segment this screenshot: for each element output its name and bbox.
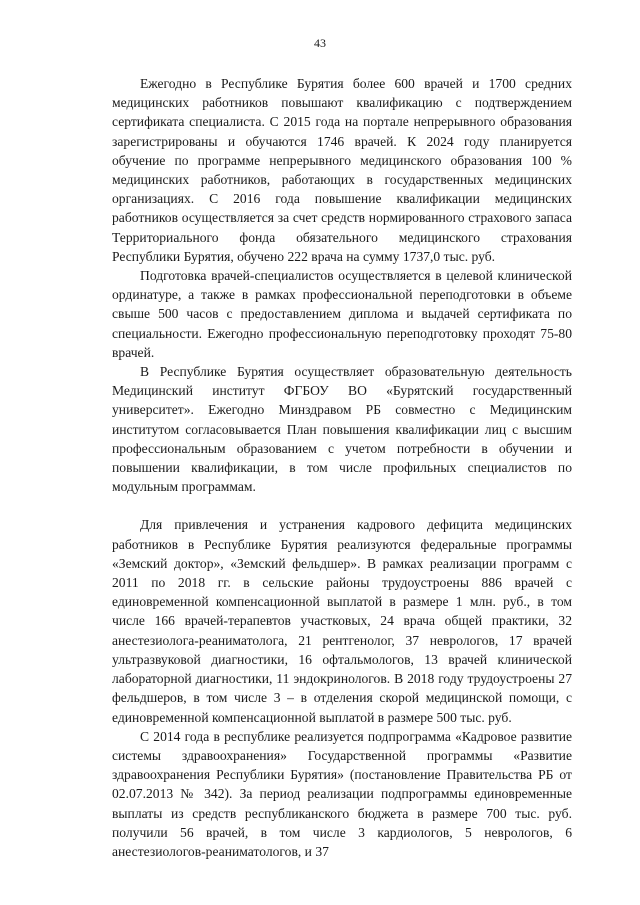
paragraph-spacer [112,496,572,515]
paragraph-qualification: Ежегодно в Республике Бурятия более 600 врачей и 1700 средних медицинских работников повышают квалификацию с подтверждением сертификата специалиста. С 2015 года на портале непрерывного образования зарегистрированы и обучаются 1746 врачей. К 2024 году планируется обучение по программе непрерывного медицинского образования 100 % медицинских работников, работающих в государственных медицинских организациях. С 2016 года повышение квалификации медицинских работников осуществляется за счет средств нормированного страхового запаса Территориального фонда обязательного медицинского страхования Республики Бурятия, обучено 222 врача на сумму 1737,0 тыс. руб. [112,76,572,264]
document-body [112,74,572,861]
paragraph-subprogram: С 2014 года в республике реализуется подпрограмма «Кадровое развитие системы здравоохранения» Государственной программы «Развитие здравоохранения Республики Бурятия» (постановление Правительства РБ от 02.07.2013 № 342). За период реализации подпрограммы единовременные выплаты из средств республиканского бюджета в размере 700 тыс. руб. получили 56 врачей, в том числе 3 кардиологов, 5 неврологов, 6 анестезиологов-реаниматологов, и 37 [112,728,572,859]
paragraph-medical-institute: В Республике Бурятия осуществляет образовательную деятельность Медицинский институт ФГБОУ ВО «Бурятский государственный университет». Ежегодно Минздравом РБ совместно с Медицинским институтом согласовывается План повышения квалификации лиц с высшим профессиональным образованием с учетом потребности в обучении и повышении квалификации, в том числе профильных специалистов по модульным программам. [112,364,572,495]
paragraph-zemsky-programs: Для привлечения и устранения кадрового дефицита медицинских работников в Республике Бурятия реализуются федеральные программы «Земский доктор», «Земский фельдшер». В рамках реализации программ с 2011 по 2018 гг. в сельские районы трудоустроены 886 врачей с единовременной компенсационной выплатой в размере 1 млн. руб., в том числе 166 врачей-терапевтов участковых, 24 врача общей практики, 32 анестезиолога-реаниматолога, 21 рентгенолог, 37 неврологов, 17 врачей ультразвуковой диагностики, 16 офтальмологов, 13 врачей клинической лабораторной диагностики, 11 эндокринологов. В 2018 году трудоустроены 27 фельдшеров, в том числе 3 – в отделения скорой медицинской помощи, с единовременной компенсационной выплатой в размере 500 тыс. руб. [112,517,572,725]
page-number: 43 [314,36,326,50]
paragraph-residency: Подготовка врачей-специалистов осуществляется в целевой клинической ординатуре, а также в рамках профессиональной переподготовки в объеме свыше 500 часов с предоставлением диплома и выдачей сертификата по специальности. Ежегодно профессиональную переподготовку проходят 75-80 врачей. [112,268,572,360]
